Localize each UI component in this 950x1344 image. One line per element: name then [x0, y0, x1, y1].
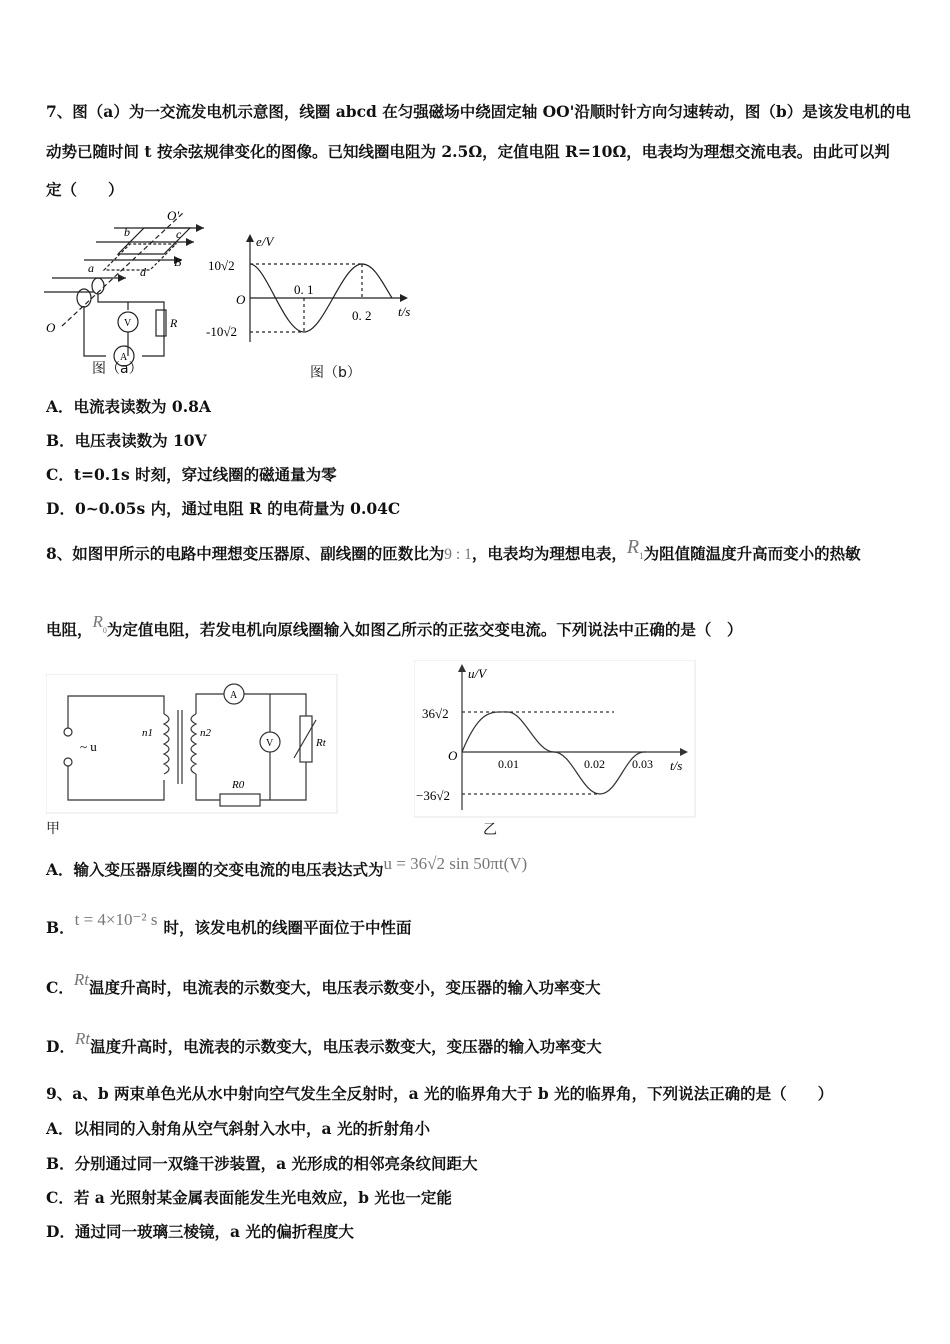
q8-figure-yi — [414, 660, 696, 818]
q7-stem-line-2: 动势已随时间 t 按余弦规律变化的图像。已知线圈电阻为 2.5Ω，定值电阻 R=10Ω，电表均为理想交流电表。由此可以判 — [46, 142, 890, 161]
q8-R1-sub: 1 — [639, 551, 644, 562]
q8-option-d — [46, 1029, 602, 1057]
q8-stem-1c: 为阻值随温度升高而变小的热敏 — [643, 544, 861, 563]
wire — [196, 694, 224, 714]
x-tick-2: 0.02 — [584, 757, 605, 771]
q9-option-c: C．若 a 光照射某金属表面能发生光电效应，b 光也一定能 — [46, 1188, 452, 1207]
q8-option-a-text: A．输入变压器原线圈的交变电流的电压表达式为 — [46, 860, 384, 879]
q7-figure-b — [206, 232, 426, 382]
q8-figure-jia-caption: 甲 — [46, 821, 60, 837]
q8-option-c-text: 温度升高时，电流表的示数变大，电压表示数变小，变压器的输入功率变大 — [88, 978, 601, 997]
label-A: A — [120, 352, 128, 363]
wire — [244, 694, 306, 800]
y-tick-bottom: −36√2 — [416, 788, 450, 803]
q7-figure-a-caption: 图（a） — [92, 361, 143, 377]
q9-option-b: B．分别通过同一双缝干涉装置，a 光形成的相邻亮条纹间距大 — [46, 1154, 478, 1173]
label-u: ~ u — [80, 739, 97, 754]
axis-OO — [62, 212, 184, 326]
q7-option-b: B．电压表读数为 10V — [46, 431, 207, 450]
origin: O — [448, 748, 458, 763]
q7-figure-b-caption: 图（b） — [310, 365, 361, 381]
label-c: c — [176, 227, 182, 241]
q8-stem-1b: ，电表均为理想电表， — [471, 544, 627, 563]
x-tick-1: 0.01 — [498, 757, 519, 771]
wire — [84, 306, 106, 356]
unused — [554, 712, 600, 752]
q8-option-a-math: u = 36√2 sin 50πt(V) — [383, 854, 528, 873]
wire — [68, 766, 164, 800]
q8-figure-yi-caption: 乙 — [483, 822, 497, 838]
q7-option-d: D．0~0.05s 内，通过电阻 R 的电荷量为 0.04C — [46, 499, 401, 518]
q8-option-b-math: t = 4×10⁻² s — [74, 910, 158, 929]
label-R: R — [170, 316, 178, 330]
label-B: B — [174, 255, 182, 269]
resistor-R0 — [220, 794, 260, 806]
secondary-coil — [191, 714, 196, 774]
label-b: b — [124, 225, 130, 239]
q7-option-a: A．电流表读数为 0.8A — [46, 397, 211, 416]
label-R0: R0 — [232, 779, 245, 791]
u-curve-part1 — [462, 712, 646, 794]
y-arrow — [246, 234, 254, 242]
q8-option-d-math: Rt — [74, 1029, 91, 1048]
q8-option-d-text: 温度升高时，电流表的示数变大，电压表示数变大，变压器的输入功率变大 — [90, 1037, 602, 1056]
x-arrow — [680, 748, 688, 756]
arrow-head — [196, 224, 204, 232]
q7-option-c: C．t=0.1s 时刻，穿过线圈的磁通量为零 — [46, 465, 337, 484]
label-V: V — [124, 318, 132, 329]
q8-option-b — [46, 910, 412, 938]
arrow-head — [186, 238, 194, 246]
x-label: t/s — [398, 304, 411, 319]
q8-figure-jia — [46, 674, 338, 814]
q8-ratio: 9 : 1 — [444, 546, 472, 563]
q8-option-d-label: D． — [46, 1037, 75, 1056]
x-tick-2: 0. 2 — [352, 308, 372, 323]
terminal — [64, 758, 72, 766]
y-tick-top: 36√2 — [422, 706, 449, 721]
label-A: A — [230, 690, 238, 701]
arrow-head — [118, 274, 126, 282]
y-arrow — [458, 664, 466, 672]
q8-R1: R — [626, 536, 640, 558]
q7-stem-line-3: 定（ ） — [46, 180, 124, 199]
label-V: V — [266, 738, 274, 749]
label-n1: n1 — [142, 727, 153, 739]
q8-option-c — [46, 970, 601, 998]
wire — [68, 696, 164, 728]
x-label: t/s — [670, 758, 683, 773]
x-tick-3: 0.03 — [632, 757, 653, 771]
q7-stem-line-1: 7、图（a）为一交流发电机示意图，线圈 abcd 在匀强磁场中绕固定轴 OO'沿顺时针方向匀速转动，图（b）是该发电机的电 — [46, 102, 911, 121]
q9-stem: 9、a、b 两束单色光从水中射向空气发生全反射时，a 光的临界角大于 b 光的临界角，下列说法正确的是（ ） — [46, 1084, 834, 1103]
q8-stem-2a: 电阻， — [46, 620, 93, 639]
q8-stem-2b: 为定值电阻，若发电机向原线圈输入如图乙所示的正弦交变电流。下列说法中正确的是（ ） — [106, 620, 743, 639]
x-tick-1: 0. 1 — [294, 282, 314, 297]
q8-R0-sub: 0 — [102, 626, 107, 636]
q8-stem-1a: 8、如图甲所示的电路中理想变压器原、副线圈的匝数比为 — [46, 544, 445, 563]
x-arrow — [400, 294, 408, 302]
q8-R0: R — [92, 612, 103, 631]
y-label: e/V — [256, 234, 274, 249]
label-O-prime: O' — [167, 208, 180, 223]
primary-coil — [164, 714, 169, 774]
thermistor-Rt — [300, 716, 312, 762]
q8-option-b-label: B． — [46, 918, 75, 937]
label-O: O — [46, 320, 56, 335]
origin: O — [236, 292, 246, 307]
q9-option-d: D．通过同一玻璃三棱镜，a 光的偏折程度大 — [46, 1222, 354, 1241]
q8-option-b-text: 时，该发电机的线圈平面位于中性面 — [163, 918, 412, 937]
q8-stem-line-2 — [46, 612, 743, 641]
y-tick-top: 10√2 — [208, 258, 235, 273]
q8-option-c-label: C． — [46, 978, 74, 997]
q8-stem-line-1 — [46, 536, 861, 565]
label-a: a — [88, 261, 94, 275]
label-Rt: Rt — [316, 737, 326, 749]
terminal — [64, 728, 72, 736]
q8-option-a — [46, 854, 528, 880]
y-label: u/V — [468, 666, 487, 681]
label-d: d — [140, 265, 146, 279]
q8-option-c-math: Rt — [73, 970, 89, 989]
q9-option-a: A．以相同的入射角从空气斜射入水中，a 光的折射角小 — [46, 1119, 430, 1138]
label-n2: n2 — [200, 727, 211, 739]
y-tick-bottom: -10√2 — [206, 324, 237, 339]
q7-figure-a — [44, 206, 224, 382]
wire — [196, 774, 220, 800]
